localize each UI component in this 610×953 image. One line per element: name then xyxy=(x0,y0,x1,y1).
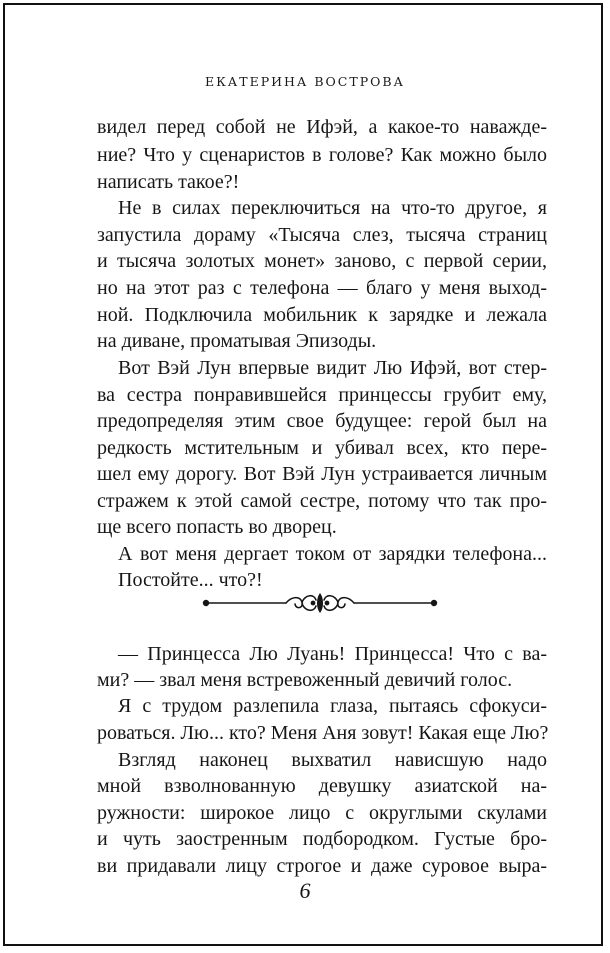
text-line: стражем к этой самой сестре, потому что так про- xyxy=(97,490,547,512)
text-line: ви придавали лицу строгое и даже суровое выра- xyxy=(97,855,547,877)
text-line: ще всего попасть во дворец. xyxy=(97,516,337,538)
text-line: роваться. Лю... кто? Меня Аня зовут! Какая еще Лю? xyxy=(97,722,549,744)
text-line: но на этот раз с телефона — благо у меня выход- xyxy=(97,277,547,299)
text-line: ва сестра понравившейся принцессы грубит ему, xyxy=(97,384,547,406)
text-line: шел ему дорогу. Вот Вэй Лун устраивается личным xyxy=(97,463,547,485)
text-line: ной. Подключила мобильник к зарядке и лежала xyxy=(97,304,547,326)
text-line: написать такое?! xyxy=(97,171,240,193)
text-line: ружности: широкое лицо с округлыми скулами xyxy=(97,802,547,824)
text-line: запустила дораму «Тысяча слез, тысяча страниц xyxy=(97,224,547,246)
text-line: и чуть заостренным подбородком. Густые бро- xyxy=(97,828,547,850)
text-line: предопределяя этим свое будущее: герой был на xyxy=(97,410,547,432)
section-divider-ornament xyxy=(200,590,440,616)
text-line: ми? — звал меня встревоженный девичий голос. xyxy=(97,669,513,691)
text-line: на диване, проматывая Эпизоды. xyxy=(97,330,377,352)
running-head-author: ЕКАТЕРИНА ВОСТРОВА xyxy=(204,74,406,89)
text-line: Не в силах переключиться на что-то другое, я xyxy=(118,197,547,219)
text-line: Вот Вэй Лун впервые видит Лю Ифэй, вот стер- xyxy=(118,357,547,379)
page-number: 6 xyxy=(299,878,311,903)
text-line: Взгляд наконец выхватил нависшую надо xyxy=(118,749,547,771)
text-line: и тысяча золотых монет» заново, с первой серии, xyxy=(97,250,547,272)
text-line: видел перед собой не Ифэй, а какое-то наважде- xyxy=(97,116,547,138)
text-line: ние? Что у сценаристов в голове? Как можно было xyxy=(97,144,547,166)
text-line: мной взволнованную девушку азиатской на- xyxy=(97,775,547,797)
text-line: редкость мстительным и убивал всех, кто пере- xyxy=(97,437,547,459)
text-line: Постойте... что?! xyxy=(118,569,263,591)
text-line: А вот меня дергает током от зарядки телефона... xyxy=(118,543,547,565)
text-line: — Принцесса Лю Луань! Принцесса! Что с ва- xyxy=(118,643,547,665)
text-line: Я с трудом разлепила глаза, пытаясь сфокуси- xyxy=(118,695,547,717)
